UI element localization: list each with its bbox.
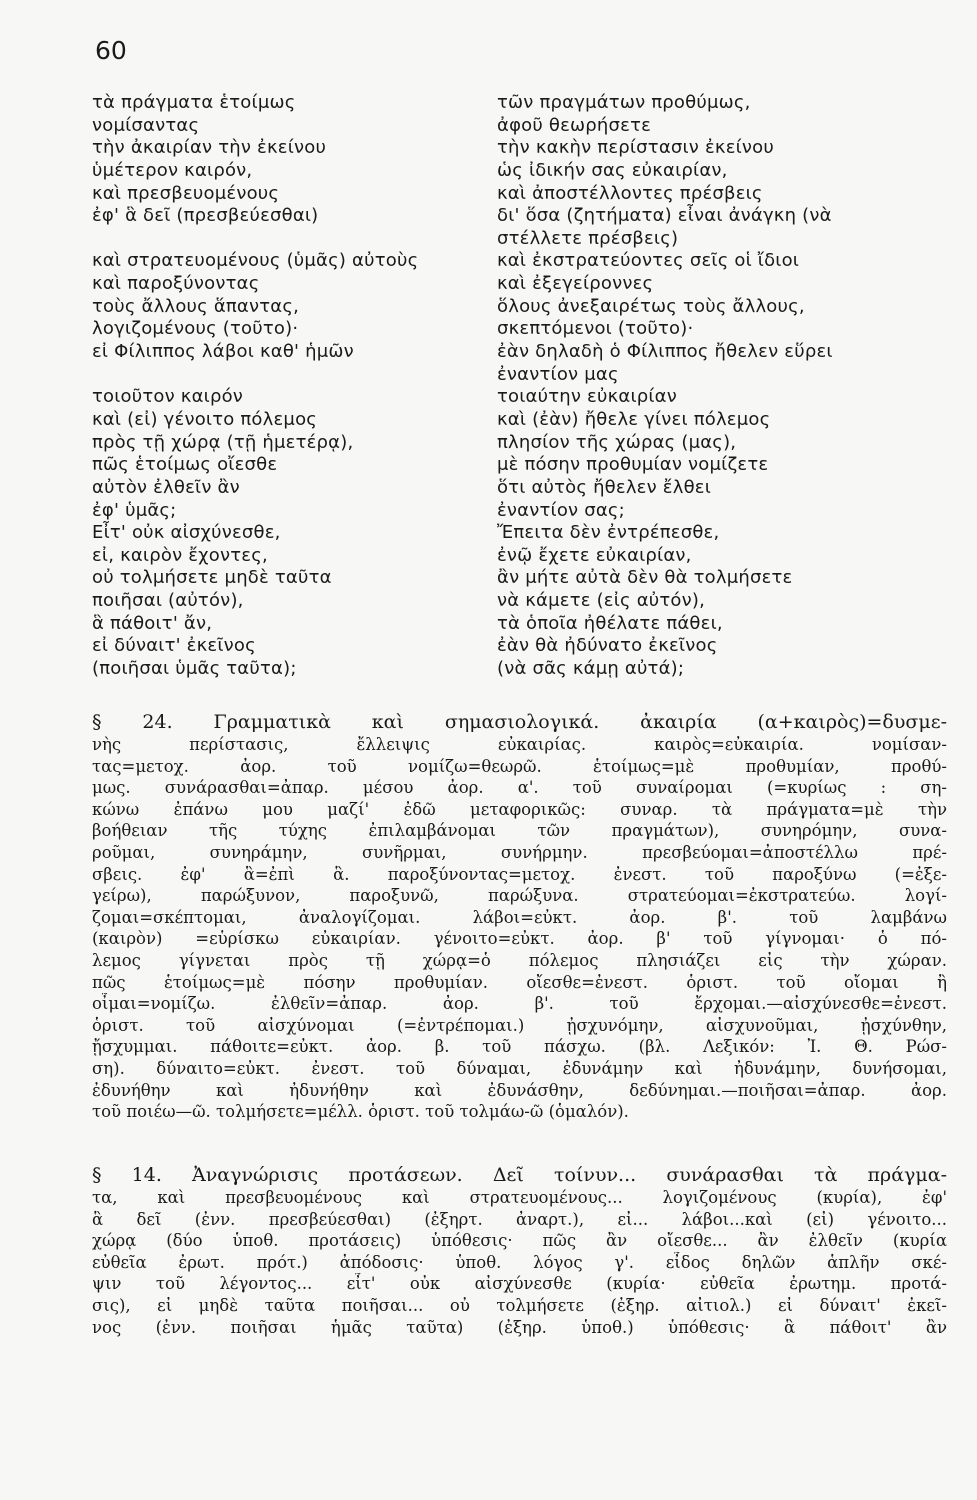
original-line: εἰ, καιρὸν ἔχοντες,	[92, 544, 268, 566]
translation-line: ὅλους ἀνεξαιρέτως τοὺς ἄλλους,	[497, 295, 805, 317]
page-number: 60	[95, 36, 127, 65]
greek-original-column	[92, 92, 492, 681]
notes-line: ᾔσχυμμαι. πάθοιτε=εὐκτ. ἀορ. β. τοῦ πάσχω. (βλ. Λεξικόν: Ἰ. Θ. Ρώσ-	[92, 1037, 947, 1057]
original-line: αὐτὸν ἐλθεῖν ἂν	[92, 476, 240, 498]
translation-line: Ἔπειτα δὲν ἐντρέπεσθε,	[497, 522, 720, 544]
original-line	[92, 228, 492, 251]
translation-line: ἂν μήτε αὐτὰ δὲν θὰ τολμήσετε	[497, 567, 793, 589]
translation-line: ἐὰν δηλαδὴ ὁ Φίλιππος ἤθελεν εὕρει	[497, 341, 833, 363]
translation-line: σκεπτόμενοι (τοῦτο)·	[497, 318, 694, 340]
notes-line: μως. συνάρασθαι=ἀπαρ. μέσου ἀορ. α'. τοῦ συναίρομαι (=κυρίως : ση-	[92, 778, 947, 798]
translation-line: τὰ ὁποῖα ἠθέλατε πάθει,	[497, 612, 723, 634]
notes-line: ζομαι=σκέπτομαι, ἀναλογίζομαι. λάβοι=εὐκτ. ἀορ. β'. τοῦ λαμβάνω	[92, 907, 947, 927]
original-line: ἐφ' ἃ δεῖ (πρεσβεύεσθαι)	[92, 205, 319, 227]
translation-line: ἐναντίον μας	[497, 363, 619, 385]
translation-line: τοιαύτην εὐκαιρίαν	[497, 386, 677, 408]
notes-line: οἶμαι=νομίζω. ἐλθεῖν=ἀπαρ. ἀορ. β'. τοῦ ἔρχομαι.—αἰσχύνεσθε=ἐνεστ.	[92, 994, 947, 1014]
original-line: καὶ πρεσβευομένους	[92, 182, 280, 204]
original-line: εἰ Φίλιππος λάβοι καθ' ἡμῶν	[92, 341, 354, 363]
notes-line: κώνω ἐπάνω μου μαζί' ἐδῶ μεταφορικῶς: συναρ. τὰ πράγματα=μὲ τὴν	[92, 799, 947, 819]
translation-line: καὶ ἀποστέλλοντες πρέσβεις	[497, 182, 763, 204]
original-line: οὐ τολμήσετε μηδὲ ταῦτα	[92, 567, 332, 589]
original-line: πρὸς τῇ χώρᾳ (τῇ ἡμετέρᾳ),	[92, 431, 354, 453]
translation-line: καὶ ἐκστρατεύοντες σεῖς οἱ ἴδιοι	[497, 250, 800, 272]
original-line: τοιοῦτον καιρόν	[92, 386, 244, 408]
notes-line: νὴς περίστασις, ἔλλειψις εὐκαιρίας. καιρὸς=εὐκαιρία. νομίσαν-	[92, 735, 947, 754]
clause-analysis-section	[92, 1163, 947, 1338]
original-line: ἐφ' ὑμᾶς;	[92, 499, 177, 521]
translation-line: ἀφοῦ θεωρήσετε	[497, 114, 652, 136]
analysis-line: ψιν τοῦ λέγοντος... εἶτ' οὐκ αἰσχύνεσθε (κυρία· εὐθεῖα ἐρωτημ. προτά-	[92, 1274, 947, 1294]
translation-line: ὡς ἰδικήν σας εὐκαιρίαν,	[497, 159, 728, 181]
original-line: πῶς ἑτοίμως οἴεσθε	[92, 454, 278, 476]
original-line: καὶ (εἰ) γένοιτο πόλεμος	[92, 408, 318, 430]
original-line: τὴν ἀκαιρίαν τὴν ἐκείνου	[92, 137, 327, 159]
original-line: λογιζομένους (τοῦτο)·	[92, 318, 299, 340]
analysis-line: τα, καὶ πρεσβευομένους καὶ στρατευομένους... λογιζομένους (κυρία), ἐφ'	[92, 1188, 947, 1207]
notes-line: (καιρὸν) =εὑρίσκω εὐκαιρίαν. γένοιτο=εὐκτ. ἀορ. β' τοῦ γίγνομαι· ὁ πό-	[92, 929, 947, 949]
translation-line: ὅτι αὐτὸς ἤθελεν ἔλθει	[497, 476, 712, 498]
translation-line: τὴν κακὴν περίστασιν ἐκείνου	[497, 137, 774, 159]
notes-line: γείρω), παρώξυνον, παροξυνῶ, παρώξυνα. στρατεύομαι=ἐκστρατεύω. λογί-	[92, 886, 947, 906]
translation-line: στέλλετε πρέσβεις)	[497, 227, 679, 249]
original-line: ὑμέτερον καιρόν,	[92, 159, 253, 181]
section-heading-line: § 14. Ἀναγνώρισις προτάσεων. Δεῖ τοίνυν... συνάρασθαι τὰ πράγμα-	[92, 1164, 947, 1186]
notes-line: ση). δύναιτο=εὐκτ. ἐνεστ. τοῦ δύναμαι, ἐδυνάμην καὶ ἠδυνάμην, δυνήσομαι,	[92, 1058, 947, 1078]
notes-line: ὁριστ. τοῦ αἰσχύνομαι (=ἐντρέπομαι.) ᾐσχυνόμην, αἰσχυνοῦμαι, ᾐσχύνθην,	[92, 1015, 947, 1035]
translation-line: δι' ὅσα (ζητήματα) εἶναι ἀνάγκη (νὰ	[497, 205, 832, 227]
grammar-notes-section	[92, 710, 947, 1123]
notes-line: τας=μετοχ. ἀορ. τοῦ νομίζω=θεωρῶ. ἑτοίμως=μὲ προθυμίαν, προθύ-	[92, 756, 947, 776]
original-line: ἃ πάθοιτ' ἄν,	[92, 612, 213, 634]
original-line: καὶ παροξύνοντας	[92, 273, 260, 295]
notes-line: βοήθειαν τῆς τύχης ἐπιλαμβάνομαι τῶν πραγμάτων), συνηρόμην, συνα-	[92, 821, 947, 841]
translation-line: (νὰ σᾶς κάμῃ αὐτά);	[497, 658, 685, 680]
translation-line: μὲ πόσην προθυμίαν νομίζετε	[497, 454, 769, 476]
analysis-line: ἃ δεῖ (ἐνν. πρεσβεύεσθαι) (ἐξηρτ. ἀναρτ.), εἰ... λάβοι...καὶ (εἰ) γένοιτο...	[92, 1209, 947, 1229]
notes-line: πῶς ἑτοίμως=μὲ πόσην προθυμίαν. οἴεσθε=ἐνεστ. ὁριστ. τοῦ οἴομαι ἢ	[92, 972, 947, 992]
original-line: εἰ δύναιτ' ἐκεῖνος	[92, 635, 256, 657]
original-line: καὶ στρατευομένους (ὑμᾶς) αὐτοὺς	[92, 250, 419, 272]
translation-line: πλησίον τῆς χώρας (μας),	[497, 431, 737, 453]
original-line: τοὺς ἄλλους ἅπαντας,	[92, 295, 300, 317]
analysis-line: σις), εἰ μηδὲ ταῦτα ποιῆσαι... οὐ τολμήσετε (ἐξηρ. αἰτιολ.) εἰ δύναιτ' ἐκεῖ-	[92, 1295, 947, 1315]
translation-line: καὶ ἐξεγείροννες	[497, 273, 654, 295]
translation-line: τῶν πραγμάτων προθύμως,	[497, 92, 751, 113]
translation-line: νὰ κάμετε (εἰς αὐτόν),	[497, 590, 706, 612]
original-line: νομίσαντας	[92, 114, 200, 136]
analysis-line: νος (ἐνν. ποιῆσαι ἡμᾶς ταῦτα) (ἐξηρ. ὑποθ.) ὑπόθεσις· ἃ πάθοιτ' ἂν	[92, 1317, 947, 1337]
section-heading-line: § 24. Γραμματικὰ καὶ σημασιολογικά. ἀκαιρία (α+καιρὸς)=δυσμε-	[92, 711, 947, 733]
notes-line: λεμος γίγνεται πρὸς τῇ χώρᾳ=ὁ πόλεμος πλησιάζει εἰς τὴν χώραν.	[92, 950, 947, 970]
translation-line: ἐὰν θὰ ἠδύνατο ἐκεῖνος	[497, 635, 718, 657]
original-line: Εἶτ' οὐκ αἰσχύνεσθε,	[92, 522, 281, 544]
notes-line: ροῦμαι, συνηράμην, συνῆρμαι, συνήρμην. πρεσβεύομαι=ἀποστέλλω πρέ-	[92, 842, 947, 862]
parallel-translation	[92, 92, 952, 697]
notes-line: ἐδυνήθην καὶ ἠδυνήθην καὶ ἐδυνάσθην, δεδύνημαι.—ποιῆσαι=ἀπαρ. ἀορ.	[92, 1080, 947, 1100]
translation-line: ἐναντίον σας;	[497, 499, 625, 521]
modern-translation-column	[497, 92, 957, 681]
analysis-line: χώρᾳ (δύο ὑποθ. προτάσεις) ὑπόθεσις· πῶς ἂν οἴεσθε... ἂν ἐλθεῖν (κυρία	[92, 1231, 947, 1251]
notes-line: σβεις. ἐφ' ἃ=ἐπὶ ἃ. παροξύνοντας=μετοχ. ἐνεστ. τοῦ παροξύνω (=ἐξε-	[92, 864, 947, 884]
original-line: τὰ πράγματα ἑτοίμως	[92, 92, 296, 113]
translation-line: ἐνῷ ἔχετε εὐκαιρίαν,	[497, 544, 692, 566]
original-line	[92, 364, 492, 387]
translation-line: καὶ (ἐὰν) ἤθελε γίνει πόλεμος	[497, 408, 771, 430]
original-line: (ποιῆσαι ὑμᾶς ταῦτα);	[92, 658, 297, 680]
analysis-line: εὐθεῖα ἐρωτ. πρότ.) ἀπόδοσις· ὑποθ. λόγος γ'. εἶδος δηλῶν ἁπλῆν σκέ-	[92, 1252, 947, 1272]
original-line: ποιῆσαι (αὐτόν),	[92, 590, 244, 612]
notes-line: τοῦ ποιέω—ῶ. τολμήσετε=μέλλ. ὁριστ. τοῦ τολμάω-ῶ (ὁμαλόν).	[92, 1102, 629, 1122]
